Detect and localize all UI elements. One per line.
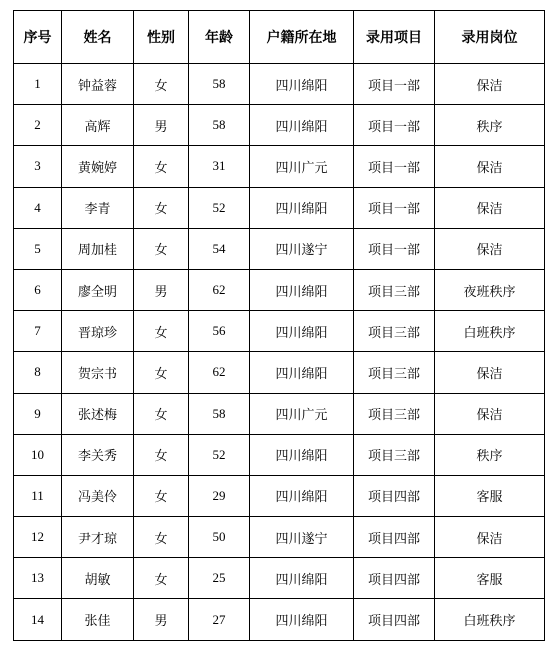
cell-position: 保洁: [435, 64, 545, 105]
table-row: [14, 352, 545, 393]
cell-project: 项目四部: [354, 599, 435, 640]
cell-hometown: 四川广元: [250, 393, 354, 434]
cell-hometown: 四川绵阳: [250, 105, 354, 146]
header-hometown: 户籍所在地: [250, 11, 354, 64]
cell-hometown: 四川绵阳: [250, 269, 354, 310]
table-row: [14, 558, 545, 599]
cell-age: 52: [189, 434, 250, 475]
cell-name: 尹才琼: [62, 517, 134, 558]
cell-seq: 5: [14, 228, 62, 269]
cell-age: 62: [189, 269, 250, 310]
header-age: 年龄: [189, 11, 250, 64]
table-row: [14, 146, 545, 187]
cell-seq: 13: [14, 558, 62, 599]
header-name: 姓名: [62, 11, 134, 64]
cell-position: 客服: [435, 558, 545, 599]
cell-name: 冯美伶: [62, 475, 134, 516]
cell-position: 保洁: [435, 146, 545, 187]
cell-age: 31: [189, 146, 250, 187]
cell-seq: 1: [14, 64, 62, 105]
cell-project: 项目一部: [354, 105, 435, 146]
cell-age: 52: [189, 187, 250, 228]
cell-seq: 7: [14, 311, 62, 352]
cell-gender: 女: [134, 187, 189, 228]
cell-position: 保洁: [435, 517, 545, 558]
cell-project: 项目一部: [354, 146, 435, 187]
cell-name: 高辉: [62, 105, 134, 146]
cell-age: 58: [189, 105, 250, 146]
cell-position: 白班秩序: [435, 311, 545, 352]
cell-age: 27: [189, 599, 250, 640]
cell-seq: 3: [14, 146, 62, 187]
table-row: [14, 311, 545, 352]
header-position: 录用岗位: [435, 11, 545, 64]
cell-gender: 女: [134, 475, 189, 516]
cell-position: 客服: [435, 475, 545, 516]
hiring-roster-table: [13, 10, 545, 641]
cell-gender: 男: [134, 269, 189, 310]
cell-seq: 14: [14, 599, 62, 640]
cell-name: 胡敏: [62, 558, 134, 599]
table-row: [14, 105, 545, 146]
cell-hometown: 四川广元: [250, 146, 354, 187]
cell-gender: 女: [134, 558, 189, 599]
cell-hometown: 四川遂宁: [250, 228, 354, 269]
cell-hometown: 四川绵阳: [250, 187, 354, 228]
cell-project: 项目四部: [354, 558, 435, 599]
cell-project: 项目四部: [354, 517, 435, 558]
table-row: [14, 64, 545, 105]
cell-age: 56: [189, 311, 250, 352]
cell-gender: 女: [134, 434, 189, 475]
cell-gender: 女: [134, 64, 189, 105]
cell-gender: 女: [134, 228, 189, 269]
cell-position: 保洁: [435, 352, 545, 393]
cell-seq: 2: [14, 105, 62, 146]
cell-project: 项目三部: [354, 434, 435, 475]
cell-project: 项目一部: [354, 64, 435, 105]
cell-age: 25: [189, 558, 250, 599]
table-row: [14, 393, 545, 434]
cell-position: 保洁: [435, 187, 545, 228]
cell-hometown: 四川绵阳: [250, 64, 354, 105]
table-body: [14, 64, 545, 641]
cell-hometown: 四川绵阳: [250, 434, 354, 475]
cell-hometown: 四川绵阳: [250, 352, 354, 393]
header-row: [14, 11, 545, 64]
cell-seq: 12: [14, 517, 62, 558]
cell-gender: 女: [134, 311, 189, 352]
table-row: [14, 599, 545, 640]
cell-seq: 4: [14, 187, 62, 228]
cell-project: 项目一部: [354, 228, 435, 269]
cell-name: 晋琼珍: [62, 311, 134, 352]
cell-hometown: 四川遂宁: [250, 517, 354, 558]
cell-age: 50: [189, 517, 250, 558]
cell-project: 项目三部: [354, 352, 435, 393]
cell-name: 黄婉婷: [62, 146, 134, 187]
cell-hometown: 四川绵阳: [250, 311, 354, 352]
cell-gender: 女: [134, 352, 189, 393]
cell-name: 钟益蓉: [62, 64, 134, 105]
cell-seq: 10: [14, 434, 62, 475]
cell-position: 保洁: [435, 228, 545, 269]
cell-gender: 男: [134, 599, 189, 640]
cell-name: 廖全明: [62, 269, 134, 310]
cell-age: 58: [189, 64, 250, 105]
cell-position: 保洁: [435, 393, 545, 434]
cell-seq: 6: [14, 269, 62, 310]
cell-position: 秩序: [435, 434, 545, 475]
cell-name: 李青: [62, 187, 134, 228]
table-row: [14, 228, 545, 269]
cell-name: 贺宗书: [62, 352, 134, 393]
table-row: [14, 269, 545, 310]
table-row: [14, 434, 545, 475]
table-row: [14, 517, 545, 558]
cell-name: 李关秀: [62, 434, 134, 475]
table-row: [14, 187, 545, 228]
cell-gender: 女: [134, 146, 189, 187]
cell-project: 项目三部: [354, 393, 435, 434]
cell-project: 项目一部: [354, 187, 435, 228]
cell-project: 项目三部: [354, 311, 435, 352]
cell-name: 张述梅: [62, 393, 134, 434]
cell-gender: 女: [134, 517, 189, 558]
cell-position: 夜班秩序: [435, 269, 545, 310]
header-gender: 性别: [134, 11, 189, 64]
header-seq: 序号: [14, 11, 62, 64]
cell-name: 周加桂: [62, 228, 134, 269]
cell-name: 张佳: [62, 599, 134, 640]
cell-age: 58: [189, 393, 250, 434]
table-row: [14, 475, 545, 516]
cell-position: 白班秩序: [435, 599, 545, 640]
header-project: 录用项目: [354, 11, 435, 64]
cell-hometown: 四川绵阳: [250, 475, 354, 516]
cell-hometown: 四川绵阳: [250, 558, 354, 599]
cell-gender: 男: [134, 105, 189, 146]
cell-position: 秩序: [435, 105, 545, 146]
cell-age: 29: [189, 475, 250, 516]
cell-gender: 女: [134, 393, 189, 434]
cell-seq: 8: [14, 352, 62, 393]
cell-seq: 11: [14, 475, 62, 516]
cell-age: 62: [189, 352, 250, 393]
table-header: [14, 11, 545, 64]
cell-hometown: 四川绵阳: [250, 599, 354, 640]
cell-project: 项目三部: [354, 269, 435, 310]
cell-age: 54: [189, 228, 250, 269]
cell-seq: 9: [14, 393, 62, 434]
cell-project: 项目四部: [354, 475, 435, 516]
